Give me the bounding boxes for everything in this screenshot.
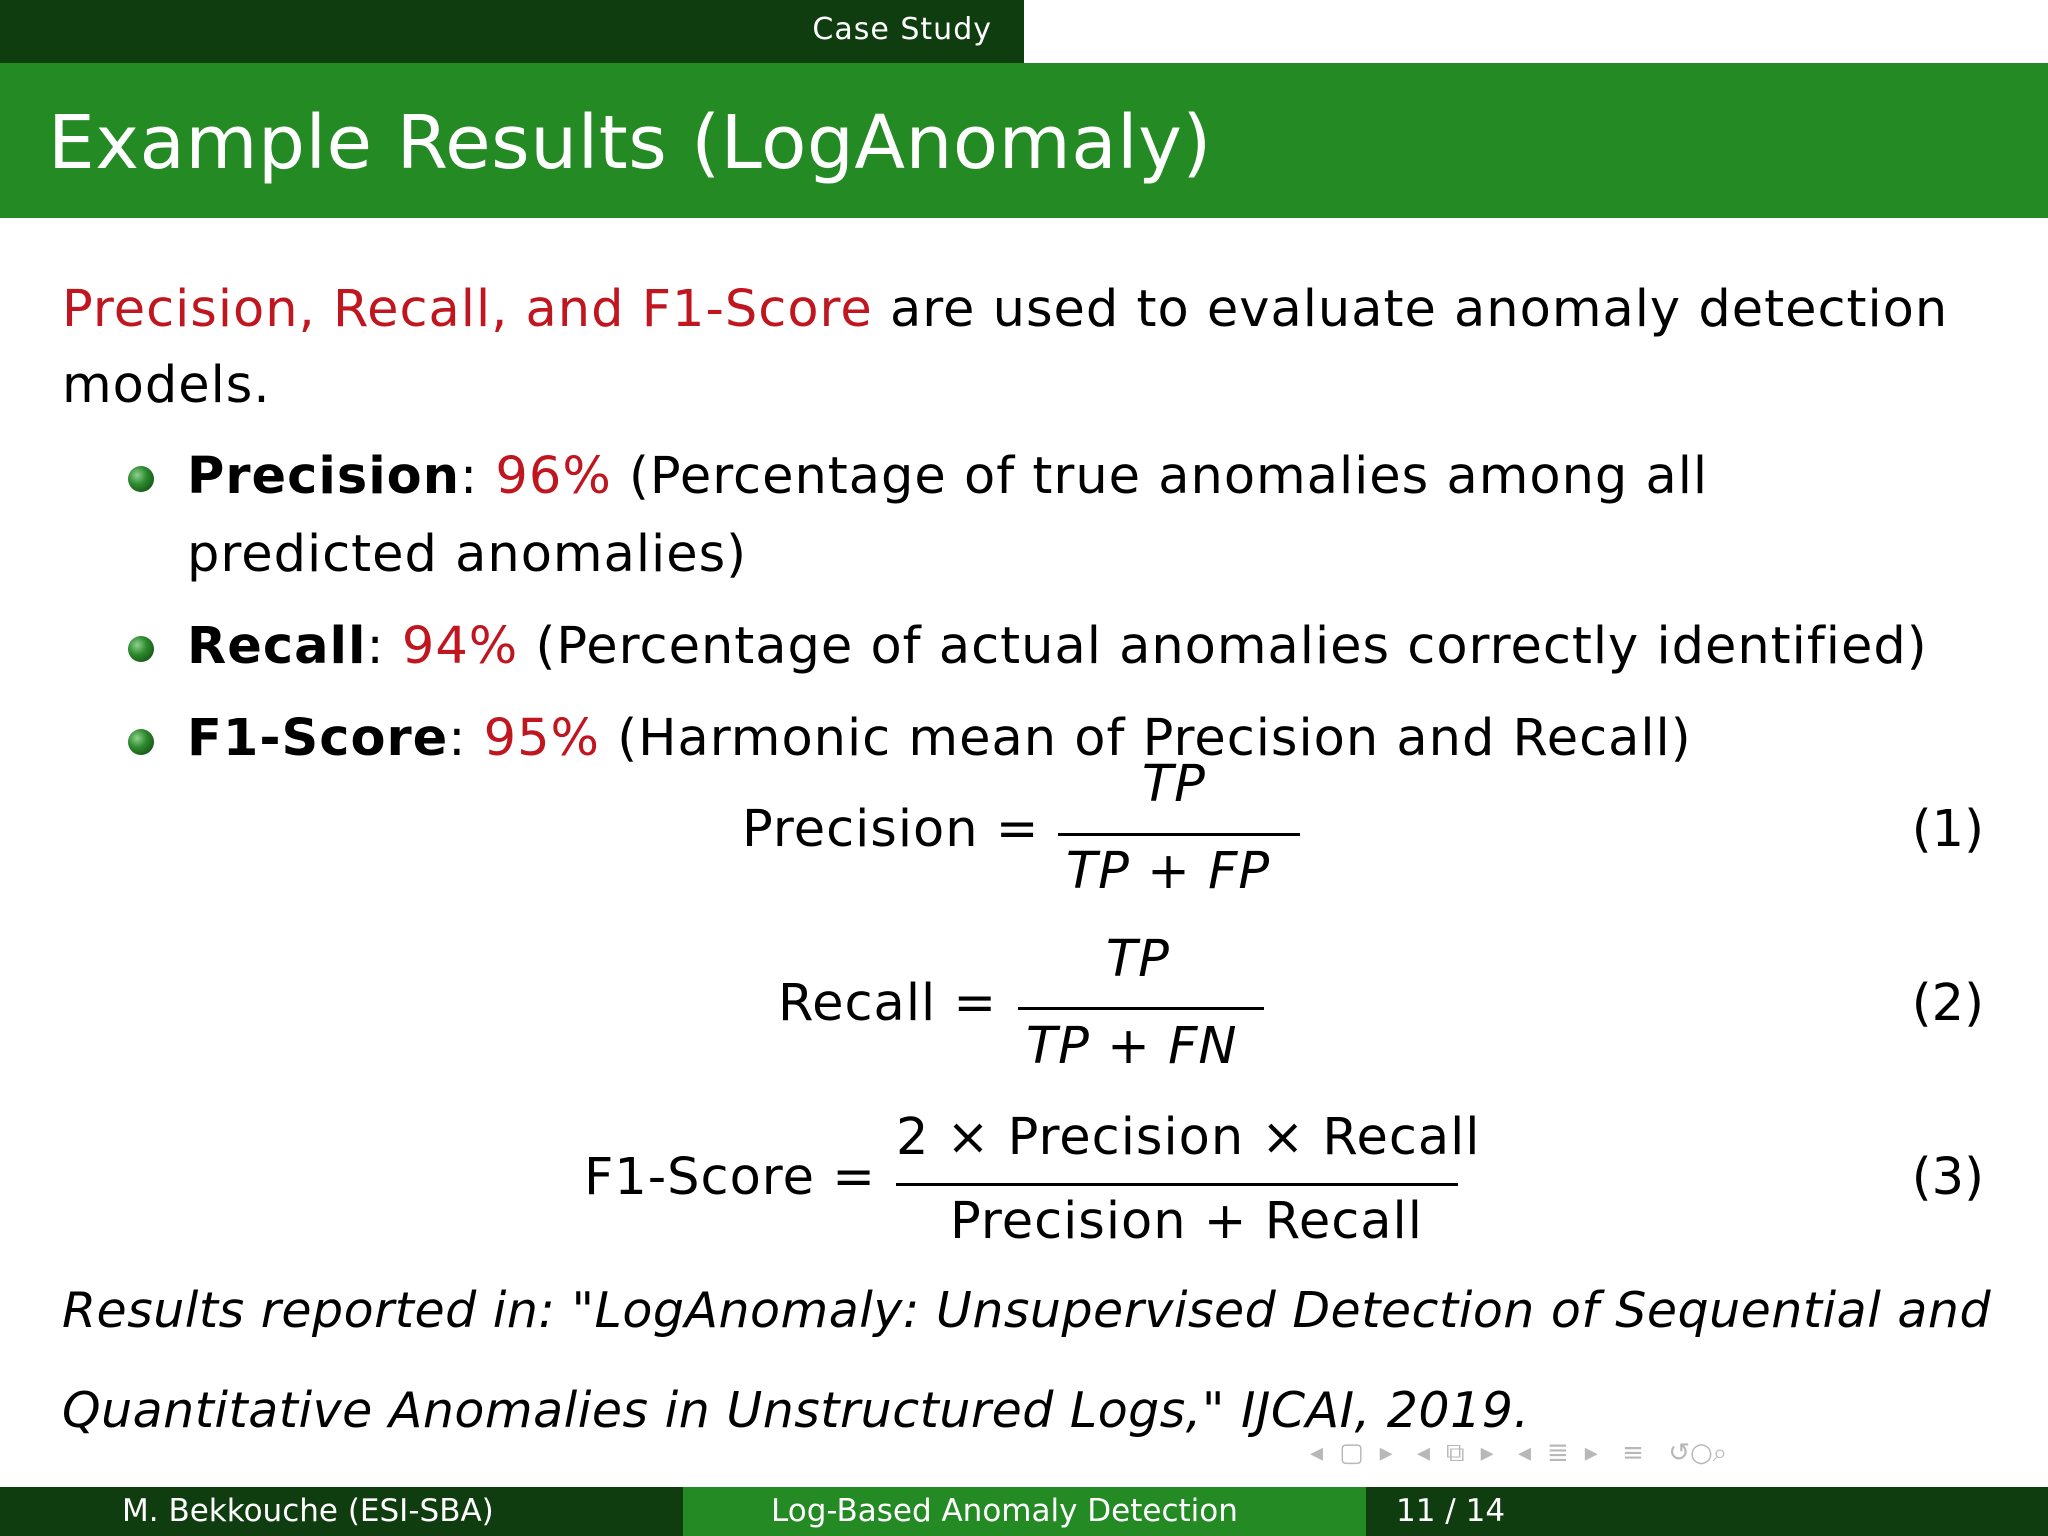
intro-highlight: Precision, Recall, and F1-Score [62,280,873,339]
nav-document-icon[interactable]: ≡ [1622,1438,1644,1468]
section-label: Case Study [812,12,992,47]
equation-lhs: Precision = [742,800,1040,859]
equation-lhs: F1-Score = [584,1148,876,1207]
nav-prev-section-icon[interactable]: ◂ [1517,1438,1531,1468]
header-bar [0,0,2048,63]
fraction-line [1018,1007,1264,1010]
slide-title: Example Results (LogAnomaly) [48,100,1212,186]
bullet-precision: Precision: 96% (Percentage of true anomalies among all predicted anomalies) [187,447,1709,584]
equation-numerator: TP [1106,930,1170,989]
nav-next-frame-icon[interactable]: ▸ [1379,1438,1393,1468]
equation-numerator: TP [1142,755,1206,814]
equation-number: (3) [1911,1148,1984,1207]
equation-denominator: Precision + Recall [950,1192,1423,1251]
nav-next-section-icon[interactable]: ▸ [1584,1438,1598,1468]
intro-rest: are used to evaluate anomaly detection models. [62,280,1949,415]
footer-bar [0,1487,2048,1536]
bullet-desc: (Percentage of true anomalies among all predicted anomalies) [187,447,1709,584]
bullet-f1: F1-Score: 95% (Harmonic mean of Precision and Recall) [187,709,1692,768]
equation-number: (1) [1911,800,1984,859]
bullet-term: F1-Score [187,709,449,768]
bullet-desc: (Percentage of actual anomalies correctly identified) [535,617,1928,676]
equation-numerator: 2 × Precision × Recall [896,1108,1481,1167]
bullet-dot [128,466,154,492]
bullet-term: Precision [187,447,461,506]
equation-denominator: TP + FN [1026,1017,1238,1076]
footer-page-number: 11 / 14 [1396,1493,1506,1529]
bullet-value: 96% [495,447,612,506]
bullet-desc: (Harmonic mean of Precision and Recall) [617,709,1692,768]
footer-author: M. Bekkouche (ESI-SBA) [122,1493,494,1529]
citation-line-2: Quantitative Anomalies in Unstructured Logs," IJCAI, 2019. [62,1382,1530,1439]
footer-talk-title: Log-Based Anomaly Detection [771,1493,1238,1529]
equation-number: (2) [1911,974,1984,1033]
footer-title-block [683,1487,1366,1536]
citation-line-1: Results reported in: "LogAnomaly: Unsupervised Detection of Sequential and [62,1282,1992,1339]
nav-search-icon[interactable]: ↺○⌕ [1668,1438,1728,1468]
bullet-value: 95% [483,709,600,768]
equation-denominator: TP + FP [1066,842,1271,901]
footer-author-block [0,1487,683,1536]
nav-prev-frame-icon[interactable]: ◂ [1310,1438,1324,1468]
bullet-recall: Recall: 94% (Percentage of actual anomalies correctly identified) [187,617,1928,676]
fraction-line [896,1183,1458,1186]
footer-page-block [1366,1487,2048,1536]
nav-section-icon[interactable]: ≣ [1547,1438,1569,1468]
nav-frame-icon[interactable]: ▢ [1339,1438,1364,1468]
bullet-dot [128,729,154,755]
bullet-dot [128,636,154,662]
bullet-value: 94% [401,617,519,676]
nav-subsection-icon[interactable]: ⧉ [1446,1438,1465,1468]
nav-prev-subsection-icon[interactable]: ◂ [1416,1438,1431,1468]
bullet-term: Recall [187,617,367,676]
fraction-line [1058,833,1300,836]
intro-text [62,272,1962,424]
nav-next-subsection-icon[interactable]: ▸ [1480,1438,1494,1468]
beamer-navigation [1310,1438,2030,1478]
section-link[interactable] [0,0,1024,63]
equation-lhs: Recall = [778,974,998,1033]
